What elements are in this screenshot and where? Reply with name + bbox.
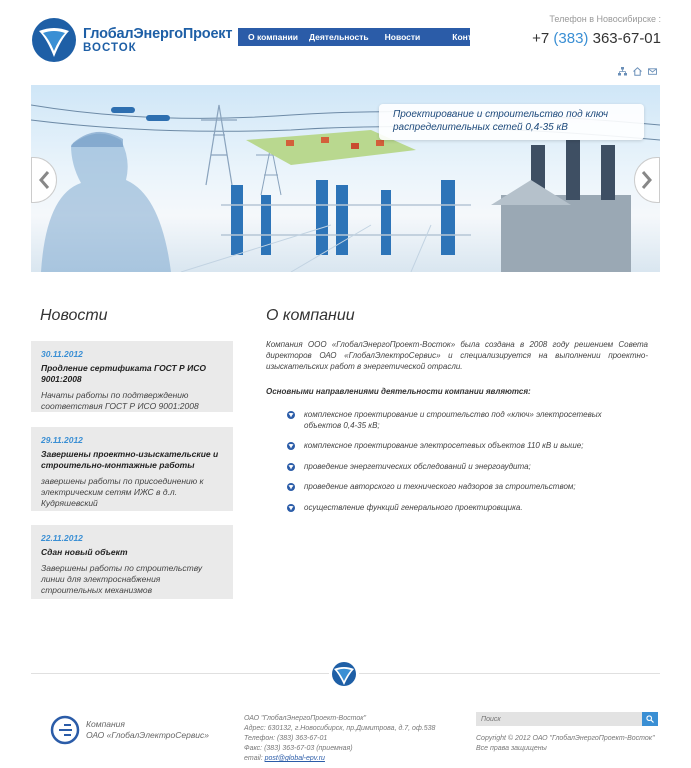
news-headline[interactable]: Продление сертификата ГОСТ Р ИСО 9001:2008: [41, 363, 206, 384]
direction-text: комплексное проектирование и строительство под «ключ» электросетевых объектов 0,4-35 кВ;: [304, 410, 602, 430]
direction-text: проведение авторского и технического надзоров за строительством;: [304, 482, 576, 491]
site-logo[interactable]: [31, 17, 231, 65]
banner-caption: [379, 104, 644, 140]
bullet-icon: [287, 463, 295, 471]
nav-news[interactable]: Новости: [384, 32, 421, 42]
bullet-icon: [287, 483, 295, 491]
partner-company[interactable]: [86, 719, 209, 741]
phone-prefix: +7: [532, 30, 550, 47]
list-item: [287, 410, 627, 431]
partner-line1: Компания: [86, 719, 125, 729]
news-date: 22.11.2012: [41, 533, 83, 543]
news-item[interactable]: [31, 525, 233, 599]
contact-fax: Факс: (383) 363-67-03 (приемная): [244, 745, 353, 752]
bullet-icon: [287, 411, 295, 419]
news-section-title: Новости: [40, 307, 108, 324]
copyright: [476, 734, 655, 753]
partner-line2: ОАО «ГлобалЭлектроСервис»: [86, 730, 209, 740]
phone-label: Телефон в Новосибирске :: [549, 14, 661, 24]
direction-text: осуществление функций генерального проектировщика.: [304, 502, 523, 512]
direction-text: проведение энергетических обследований и энергоаудита;: [304, 461, 531, 471]
news-text: Завершены работы по строительству линии для электроснабжения строительных механизмов: [41, 563, 203, 595]
contact-email-link[interactable]: post@global-epv.ru: [264, 755, 325, 762]
list-item: [287, 503, 627, 514]
news-item[interactable]: [31, 427, 233, 511]
footer-contacts: [244, 714, 435, 764]
about-section-title: О компании: [266, 307, 355, 324]
header-icon-bar: [618, 67, 657, 78]
chevron-right-icon: [641, 170, 653, 190]
banner-caption-line2: распределительных сетей 0,4-35 кВ: [393, 122, 568, 133]
bullet-icon: [287, 442, 295, 450]
contact-address: Адрес: 630132, г.Новосибирск, пр.Димитрова, д.7, оф.538: [244, 725, 436, 732]
list-item: [287, 482, 627, 493]
copyright-line1: Copyright © 2012 ОАО "ГлобалЭнергоПроект-Восток": [476, 735, 655, 742]
bullet-icon: [287, 504, 295, 512]
nav-contacts[interactable]: Контакты: [452, 32, 493, 42]
contact-email-label: email:: [244, 755, 263, 762]
chevron-left-icon: [38, 170, 50, 190]
footer-badge: [329, 659, 359, 689]
news-date: 29.11.2012: [41, 435, 83, 445]
phone-number: [532, 30, 661, 47]
direction-text: комплексное проектирование электросетевых объектов 110 кВ и выше;: [304, 441, 584, 450]
mail-icon[interactable]: [648, 67, 657, 78]
news-text: Начаты работы по подтверждению соответствия ГОСТ Р ИСО 9001:2008: [41, 390, 199, 411]
logo-emblem-icon: [31, 17, 77, 63]
contact-email-row: [244, 754, 435, 764]
nav-about[interactable]: О компании: [248, 32, 298, 42]
list-item: [287, 462, 627, 473]
search-box: [476, 712, 658, 726]
search-icon: [646, 715, 654, 723]
news-headline[interactable]: Сдан новый объект: [41, 547, 128, 557]
about-intro: Компания ООО «ГлобалЭнергоПроект-Восток» была создана в 2008 году решением Совета директоров ОАО «ГлобалЭлектроСервис» и специализируется на выполнении проектно-изыскательских работ в энергетической отрасли.: [266, 340, 648, 371]
nav-activity[interactable]: Деятельность: [308, 32, 369, 42]
search-input[interactable]: [476, 712, 642, 726]
main-nav: [238, 28, 493, 46]
directions-title: Основными направлениями деятельности компании являются:: [266, 387, 531, 396]
list-item: [287, 441, 627, 452]
contact-name: ОАО "ГлобалЭнергоПроект-Восток": [244, 715, 367, 722]
phone-code: (383): [553, 30, 589, 47]
logo-emblem-icon: [329, 659, 359, 689]
partner-logo-icon[interactable]: [50, 715, 90, 745]
sitemap-icon[interactable]: [618, 67, 627, 78]
news-item[interactable]: [31, 341, 233, 412]
contact-phone: Телефон: (383) 363-67-01: [244, 735, 328, 742]
home-icon[interactable]: [633, 67, 642, 78]
copyright-line2: Все права защищены: [476, 744, 547, 752]
directions-list: [287, 410, 627, 513]
logo-name: ГлобалЭнергоПроект: [83, 26, 233, 42]
news-text: завершены работы по присоединению к электрическим сетям ИЖС в д.л. Кудряшевский: [41, 476, 204, 508]
news-date: 30.11.2012: [41, 349, 83, 359]
banner-caption-line1: Проектирование и строительство под ключ: [393, 109, 609, 120]
news-headline[interactable]: Завершены проектно-изыскательские и строительно-монтажные работы: [41, 449, 219, 470]
logo-subtitle: ВОСТОК: [83, 42, 137, 54]
phone-digits: 363-67-01: [592, 30, 661, 47]
search-button[interactable]: [642, 712, 658, 726]
